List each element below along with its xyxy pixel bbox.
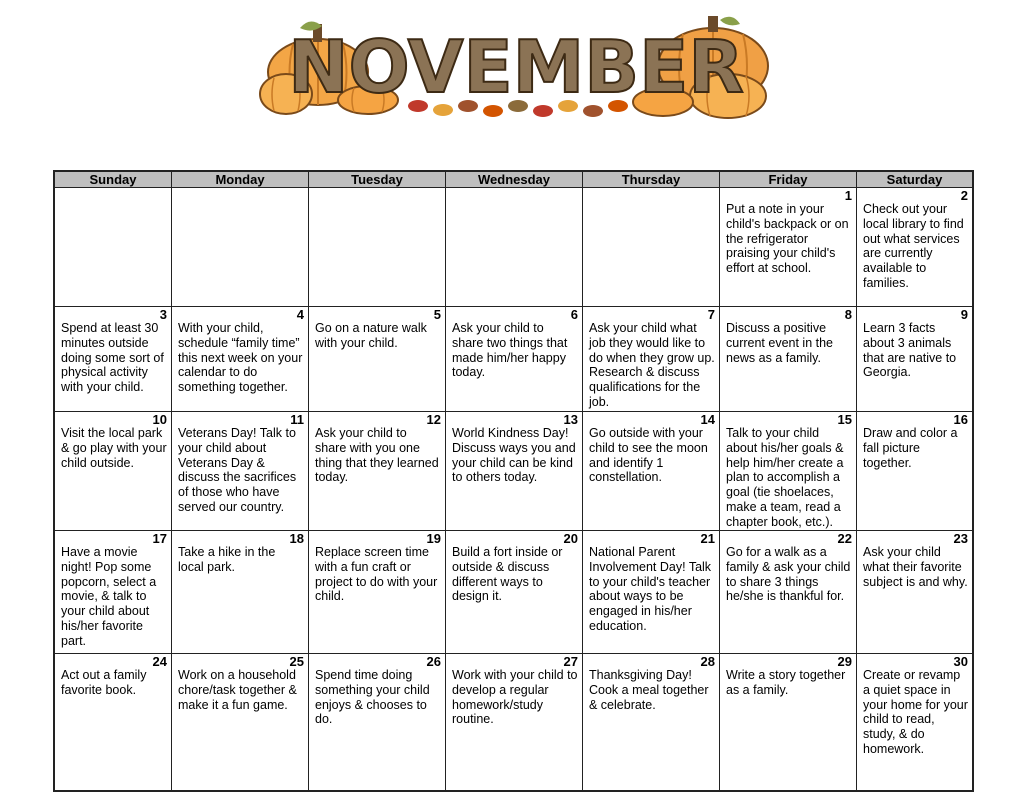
calendar-day-cell — [172, 654, 309, 790]
day-number: 8 — [844, 307, 852, 322]
calendar-day-cell — [720, 531, 857, 654]
calendar-day-cell — [446, 188, 583, 307]
weekday-header: Wednesday — [446, 172, 583, 188]
calendar-grid — [53, 170, 974, 792]
calendar-day-cell — [55, 188, 172, 307]
day-number: 16 — [953, 412, 968, 427]
calendar-day-cell — [857, 412, 972, 531]
calendar-day-cell — [55, 531, 172, 654]
day-number: 30 — [953, 654, 968, 669]
day-number: 5 — [433, 307, 441, 322]
calendar-day-cell — [720, 412, 857, 531]
day-number: 1 — [844, 188, 852, 203]
day-number: 26 — [426, 654, 441, 669]
weekday-header: Sunday — [55, 172, 172, 188]
pumpkins-leaves-illustration — [258, 14, 773, 124]
calendar-day-cell — [857, 654, 972, 790]
calendar-day-cell — [857, 307, 972, 412]
calendar-day-cell — [55, 307, 172, 412]
calendar-day-cell — [857, 188, 972, 307]
day-number: 24 — [152, 654, 167, 669]
day-number: 2 — [960, 188, 968, 203]
calendar-day-cell — [172, 412, 309, 531]
day-number: 14 — [700, 412, 715, 427]
activity-text: Thanksgiving Day! Cook a meal together & celebrate. — [589, 668, 709, 712]
calendar-day-cell — [309, 412, 446, 531]
activity-text: Spend time doing something your child enjoys & chooses to do. — [315, 668, 430, 727]
activity-text: Go outside with your child to see the moon and identify 1 constellation. — [589, 426, 708, 485]
calendar-day-cell — [583, 654, 720, 790]
activity-text: Ask your child to share two things that made him/her happy today. — [452, 321, 568, 380]
activity-text: Have a movie night! Pop some popcorn, select a movie, & talk to your child about his/her favorite part. — [61, 545, 157, 648]
activity-text: Check out your local library to find out what services are currently available to families. — [863, 202, 964, 290]
day-number: 28 — [700, 654, 715, 669]
activity-text: Ask your child what job they would like to do when they grow up. Research & discuss qualifications for the job. — [589, 321, 715, 409]
activity-text: Replace screen time with a fun craft or project to do with your child. — [315, 545, 438, 604]
day-number: 23 — [953, 531, 968, 546]
calendar-day-cell — [309, 654, 446, 790]
activity-text: Act out a family favorite book. — [61, 668, 147, 697]
activity-text: Take a hike in the local park. — [178, 545, 276, 574]
calendar-day-cell — [720, 654, 857, 790]
calendar-day-cell — [446, 412, 583, 531]
activity-text: World Kindness Day! Discuss ways you and your child can be kind to others today. — [452, 426, 576, 485]
activity-text: Create or revamp a quiet space in your home for your child to read, study, & do homework. — [863, 668, 968, 756]
weekday-header: Monday — [172, 172, 309, 188]
calendar-day-cell — [172, 188, 309, 307]
day-number: 6 — [570, 307, 578, 322]
weekday-header: Saturday — [857, 172, 972, 188]
activity-text: Talk to your child about his/her goals & help him/her create a plan to accomplish a goal (tie shoelaces, make a team, read a chapter book, etc.). — [726, 426, 844, 529]
calendar-day-cell — [172, 307, 309, 412]
activity-text: Veterans Day! Talk to your child about Veterans Day & discuss the sacrifices of those who have served our country. — [178, 426, 297, 514]
day-number: 17 — [152, 531, 167, 546]
activity-text: Visit the local park & go play with your child outside. — [61, 426, 167, 470]
calendar-day-cell — [446, 307, 583, 412]
day-number: 15 — [837, 412, 852, 427]
calendar-day-cell — [309, 188, 446, 307]
weekday-header: Tuesday — [309, 172, 446, 188]
day-number: 12 — [426, 412, 441, 427]
day-number: 13 — [563, 412, 578, 427]
activity-text: Go for a walk as a family & ask your child to share 3 things he/she is thankful for. — [726, 545, 851, 604]
day-number: 27 — [563, 654, 578, 669]
november-banner — [258, 14, 773, 124]
calendar-day-cell — [55, 654, 172, 790]
weekday-header: Thursday — [583, 172, 720, 188]
activity-text: National Parent Involvement Day! Talk to your child's teacher about ways to be engaged in his/her education. — [589, 545, 712, 633]
day-number: 3 — [159, 307, 167, 322]
day-number: 22 — [837, 531, 852, 546]
calendar-day-cell — [720, 307, 857, 412]
day-number: 9 — [960, 307, 968, 322]
day-number: 19 — [426, 531, 441, 546]
calendar-day-cell — [583, 307, 720, 412]
calendar-day-cell — [55, 412, 172, 531]
calendar-day-cell — [583, 531, 720, 654]
day-number: 25 — [289, 654, 304, 669]
activity-text: Draw and color a fall picture together. — [863, 426, 958, 470]
calendar-day-cell — [720, 188, 857, 307]
page-title: NOVEMBER — [288, 25, 744, 109]
day-number: 18 — [289, 531, 304, 546]
day-number: 29 — [837, 654, 852, 669]
day-number: 7 — [707, 307, 715, 322]
activity-text: Ask your child to share with you one thing that they learned today. — [315, 426, 439, 485]
activity-text: Write a story together as a family. — [726, 668, 846, 697]
calendar-day-cell — [309, 531, 446, 654]
day-number: 21 — [700, 531, 715, 546]
day-number: 10 — [152, 412, 167, 427]
activity-text: Ask your child what their favorite subject is and why. — [863, 545, 968, 589]
calendar-day-cell — [309, 307, 446, 412]
activity-text: Put a note in your child's backpack or on the refrigerator praising your child's effort at school. — [726, 202, 849, 276]
calendar-day-cell — [583, 412, 720, 531]
activity-text: Learn 3 facts about 3 animals that are native to Georgia. — [863, 321, 957, 380]
day-number: 11 — [290, 412, 304, 427]
activity-text: Build a fort inside or outside & discuss different ways to design it. — [452, 545, 563, 604]
calendar-day-cell — [583, 188, 720, 307]
weekday-header: Friday — [720, 172, 857, 188]
day-number: 4 — [296, 307, 304, 322]
calendar-day-cell — [857, 531, 972, 654]
day-number: 20 — [563, 531, 578, 546]
activity-text: Spend at least 30 minutes outside doing some sort of physical activity with your child. — [61, 321, 164, 395]
activity-text: Work with your child to develop a regular homework/study routine. — [452, 668, 578, 727]
activity-text: Discuss a positive current event in the news as a family. — [726, 321, 834, 365]
activity-text: Go on a nature walk with your child. — [315, 321, 427, 350]
activity-text: With your child, schedule “family time” this next week on your calendar to do something together. — [178, 321, 303, 395]
activity-text: Work on a household chore/task together & make it a fun game. — [178, 668, 297, 712]
calendar-day-cell — [172, 531, 309, 654]
calendar-day-cell — [446, 531, 583, 654]
calendar-day-cell — [446, 654, 583, 790]
